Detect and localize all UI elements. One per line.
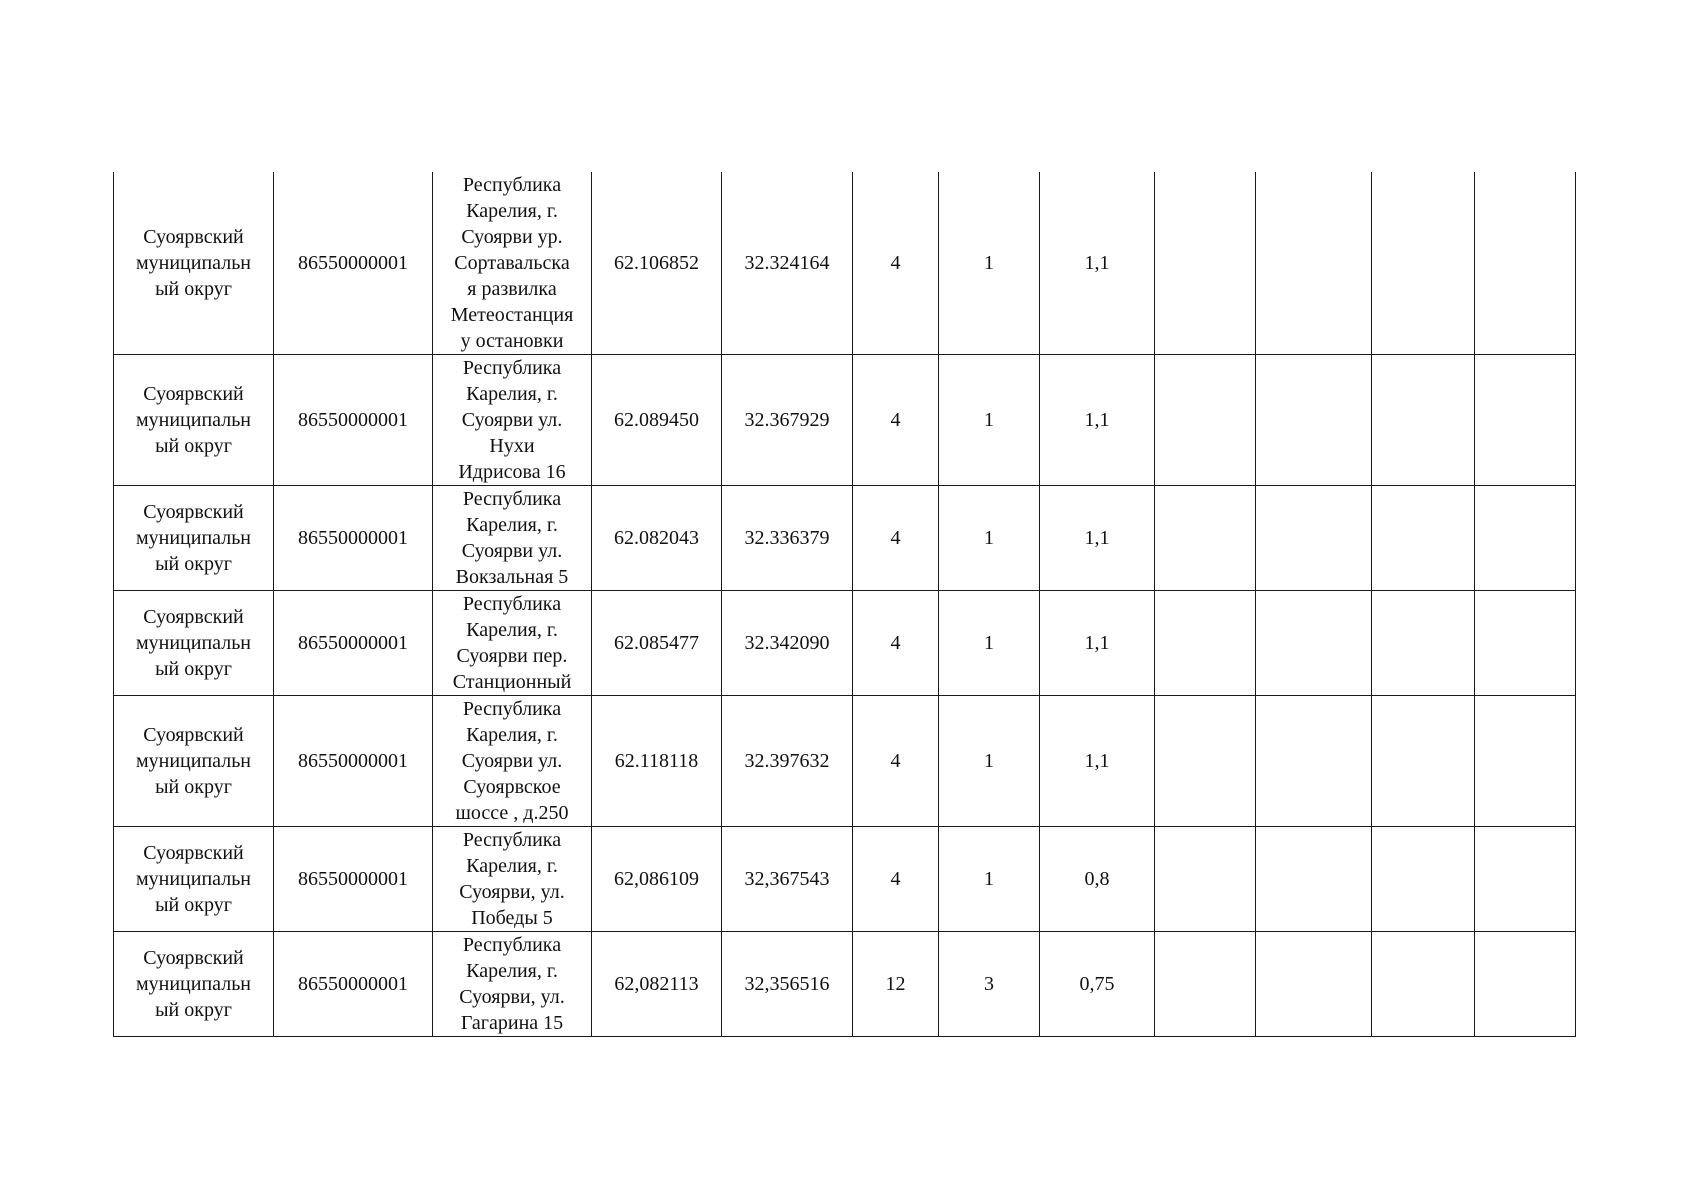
address-cell: Республика Карелия, г. Суоярви ур. Сортавальска я развилка Метеостанция у остановки bbox=[433, 172, 592, 355]
empty-cell bbox=[1155, 486, 1256, 591]
data-table bbox=[113, 172, 1576, 1037]
address-cell: Республика Карелия, г. Суоярви ул. Нухи Идрисова 16 bbox=[433, 355, 592, 486]
empty-cell bbox=[1155, 696, 1256, 827]
empty-cell bbox=[1372, 696, 1475, 827]
code-cell: 86550000001 bbox=[274, 172, 433, 355]
empty-cell bbox=[1256, 355, 1372, 486]
value-cell: 1,1 bbox=[1040, 591, 1155, 696]
district-cell: Суоярвский муниципальн ый округ bbox=[114, 696, 274, 827]
district-cell: Суоярвский муниципальн ый округ bbox=[114, 591, 274, 696]
empty-cell bbox=[1155, 355, 1256, 486]
value-cell: 4 bbox=[853, 172, 939, 355]
empty-cell bbox=[1475, 486, 1576, 591]
empty-cell bbox=[1372, 591, 1475, 696]
empty-cell bbox=[1256, 827, 1372, 932]
latitude-cell: 62.082043 bbox=[592, 486, 722, 591]
address-cell: Республика Карелия, г. Суоярви, ул. Гагарина 15 bbox=[433, 932, 592, 1037]
latitude-cell: 62,086109 bbox=[592, 827, 722, 932]
value-cell: 1,1 bbox=[1040, 486, 1155, 591]
empty-cell bbox=[1475, 827, 1576, 932]
code-cell: 86550000001 bbox=[274, 591, 433, 696]
empty-cell bbox=[1155, 591, 1256, 696]
longitude-cell: 32.336379 bbox=[722, 486, 853, 591]
district-cell: Суоярвский муниципальн ый округ bbox=[114, 932, 274, 1037]
empty-cell bbox=[1475, 355, 1576, 486]
empty-cell bbox=[1256, 486, 1372, 591]
value-cell: 4 bbox=[853, 591, 939, 696]
empty-cell bbox=[1372, 827, 1475, 932]
address-cell: Республика Карелия, г. Суоярви ул. Суоярвское шоссе , д.250 bbox=[433, 696, 592, 827]
value-cell: 12 bbox=[853, 932, 939, 1037]
latitude-cell: 62.085477 bbox=[592, 591, 722, 696]
empty-cell bbox=[1475, 172, 1576, 355]
empty-cell bbox=[1372, 486, 1475, 591]
empty-cell bbox=[1256, 591, 1372, 696]
table-row bbox=[114, 591, 1576, 696]
value-cell: 0,8 bbox=[1040, 827, 1155, 932]
longitude-cell: 32.397632 bbox=[722, 696, 853, 827]
table-row bbox=[114, 172, 1576, 355]
table-row bbox=[114, 486, 1576, 591]
code-cell: 86550000001 bbox=[274, 932, 433, 1037]
value-cell: 4 bbox=[853, 486, 939, 591]
table-row bbox=[114, 696, 1576, 827]
empty-cell bbox=[1256, 172, 1372, 355]
latitude-cell: 62.118118 bbox=[592, 696, 722, 827]
empty-cell bbox=[1475, 932, 1576, 1037]
empty-cell bbox=[1155, 172, 1256, 355]
longitude-cell: 32,367543 bbox=[722, 827, 853, 932]
value-cell: 1,1 bbox=[1040, 355, 1155, 486]
value-cell: 0,75 bbox=[1040, 932, 1155, 1037]
address-cell: Республика Карелия, г. Суоярви, ул. Победы 5 bbox=[433, 827, 592, 932]
value-cell: 1,1 bbox=[1040, 696, 1155, 827]
value-cell: 1 bbox=[939, 827, 1040, 932]
latitude-cell: 62.106852 bbox=[592, 172, 722, 355]
value-cell: 1 bbox=[939, 486, 1040, 591]
longitude-cell: 32.324164 bbox=[722, 172, 853, 355]
empty-cell bbox=[1256, 932, 1372, 1037]
value-cell: 1 bbox=[939, 696, 1040, 827]
address-cell: Республика Карелия, г. Суоярви ул. Вокзальная 5 bbox=[433, 486, 592, 591]
value-cell: 1 bbox=[939, 591, 1040, 696]
table-row bbox=[114, 932, 1576, 1037]
empty-cell bbox=[1155, 827, 1256, 932]
empty-cell bbox=[1256, 696, 1372, 827]
district-cell: Суоярвский муниципальн ый округ bbox=[114, 355, 274, 486]
latitude-cell: 62.089450 bbox=[592, 355, 722, 486]
value-cell: 4 bbox=[853, 696, 939, 827]
value-cell: 1 bbox=[939, 355, 1040, 486]
table-row bbox=[114, 355, 1576, 486]
table-row bbox=[114, 827, 1576, 932]
longitude-cell: 32,356516 bbox=[722, 932, 853, 1037]
value-cell: 4 bbox=[853, 355, 939, 486]
code-cell: 86550000001 bbox=[274, 355, 433, 486]
district-cell: Суоярвский муниципальн ый округ bbox=[114, 172, 274, 355]
code-cell: 86550000001 bbox=[274, 486, 433, 591]
value-cell: 3 bbox=[939, 932, 1040, 1037]
empty-cell bbox=[1475, 591, 1576, 696]
value-cell: 1,1 bbox=[1040, 172, 1155, 355]
value-cell: 4 bbox=[853, 827, 939, 932]
code-cell: 86550000001 bbox=[274, 696, 433, 827]
code-cell: 86550000001 bbox=[274, 827, 433, 932]
empty-cell bbox=[1475, 696, 1576, 827]
longitude-cell: 32.342090 bbox=[722, 591, 853, 696]
longitude-cell: 32.367929 bbox=[722, 355, 853, 486]
district-cell: Суоярвский муниципальн ый округ bbox=[114, 486, 274, 591]
empty-cell bbox=[1372, 355, 1475, 486]
district-cell: Суоярвский муниципальн ый округ bbox=[114, 827, 274, 932]
empty-cell bbox=[1155, 932, 1256, 1037]
empty-cell bbox=[1372, 172, 1475, 355]
empty-cell bbox=[1372, 932, 1475, 1037]
address-cell: Республика Карелия, г. Суоярви пер. Станционный bbox=[433, 591, 592, 696]
value-cell: 1 bbox=[939, 172, 1040, 355]
latitude-cell: 62,082113 bbox=[592, 932, 722, 1037]
